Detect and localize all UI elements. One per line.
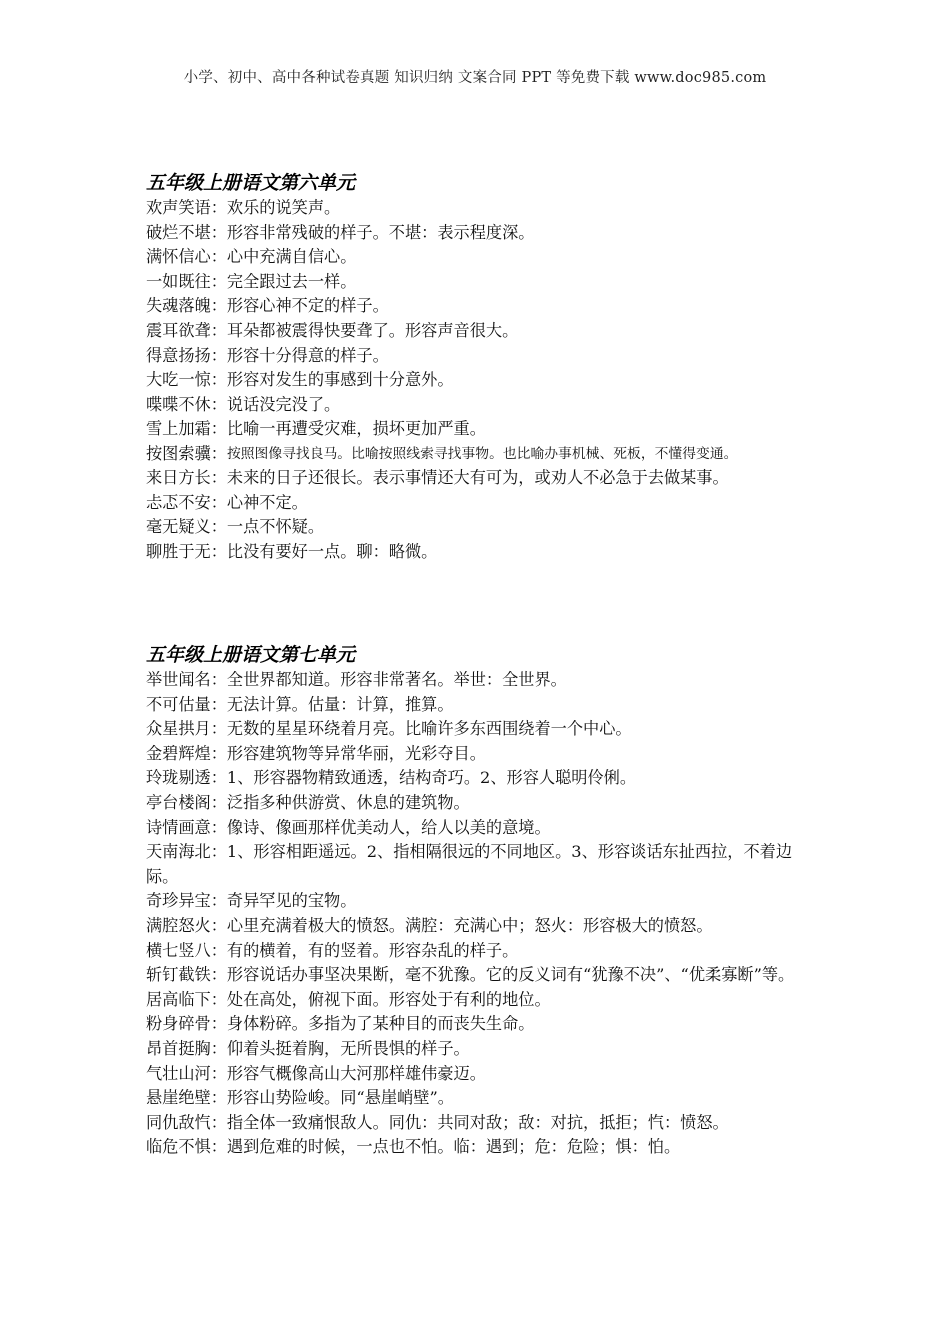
page-header: 小学、初中、高中各种试卷真题 知识归纳 文案合同 PPT 等免费下载 www.doc985.com [183, 70, 767, 86]
idiom-entry: 悬崖绝壁：形容山势险峻。同“悬崖峭壁”。 [146, 1088, 454, 1108]
idiom-entry: 忐忑不安：心神不定。 [146, 492, 308, 512]
idiom-entry: 欢声笑语：欢乐的说笑声。 [146, 198, 341, 217]
idiom-entry: 失魂落魄：形容心神不定的样子。 [146, 296, 389, 316]
idiom-entry: 得意扬扬：形容十分得意的样子。 [146, 345, 389, 365]
idiom-entry: 气壮山河：形容气概像高山大河那样雄伟豪迈。 [146, 1063, 486, 1083]
idiom-entry: 金碧辉煌：形容建筑物等异常华丽，光彩夺目。 [146, 743, 486, 763]
idiom-entry: 震耳欲聋：耳朵都被震得快要聋了。形容声音很大。 [146, 320, 519, 340]
idiom-entry: 奇珍异宝：奇异罕见的宝物。 [146, 891, 357, 911]
idiom-definition: 按照图像寻找良马。比喻按照线索寻找事物。也比喻办事机械、死板，不懂得变通。 [226, 445, 738, 462]
idiom-entry: 毫无疑义：一点不怀疑。 [146, 517, 325, 537]
idiom-entry: 大吃一惊：形容对发生的事感到十分意外。 [146, 370, 454, 390]
idiom-entry: 亭台楼阁：泛指多种供游赏、休息的建筑物。 [146, 792, 470, 812]
section-unit-7 [146, 642, 810, 1160]
idiom-entry: 喋喋不休：说话没完没了。 [146, 394, 341, 414]
idiom-entry: 天南海北：1、形容相距遥远。2、指相隔很远的不同地区。3、形容谈话东扯西拉，不着边际。 [146, 842, 793, 886]
idiom-entry: 诗情画意：像诗、像画那样优美动人，给人以美的意境。 [146, 817, 551, 837]
section-title: 五年级上册语文第六单元 [146, 172, 356, 194]
idiom-entry: 满腔怒火：心里充满着极大的愤怒。满腔：充满心中；怒火：形容极大的愤怒。 [146, 915, 713, 935]
idiom-entry: 横七竖八：有的横着，有的竖着。形容杂乱的样子。 [146, 940, 519, 960]
idiom-entry: 同仇敌忾：指全体一致痛恨敌人。同仇：共同对敌；敌：对抗，抵拒；忾：愤怒。 [146, 1112, 729, 1132]
idiom-entry: 聊胜于无：比没有要好一点。聊：略微。 [146, 541, 438, 561]
idiom-entry: 临危不惧：遇到危难的时候，一点也不怕。临：遇到；危：危险；惧：怕。 [146, 1137, 681, 1157]
idiom-entry: 来日方长：未来的日子还很长。表示事情还大有可为，或劝人不必急于去做某事。 [146, 467, 729, 487]
section-title: 五年级上册语文第七单元 [146, 644, 356, 666]
section-unit-6 [146, 170, 810, 564]
idiom-entry: 雪上加霜：比喻一再遭受灾难，损坏更加严重。 [146, 419, 486, 439]
idiom-entry: 不可估量：无法计算。估量：计算，推算。 [146, 694, 454, 714]
idiom-entry: 一如既往：完全跟过去一样。 [146, 271, 357, 291]
idiom-entry: 众星拱月：无数的星星环绕着月亮。比喻许多东西围绕着一个中心。 [146, 719, 632, 739]
idiom-entry: 满怀信心：心中充满自信心。 [146, 247, 357, 267]
idiom-entry: 破烂不堪：形容非常残破的样子。不堪：表示程度深。 [146, 222, 535, 242]
idiom-entry: 昂首挺胸：仰着头挺着胸，无所畏惧的样子。 [146, 1038, 470, 1058]
idiom-entry: 粉身碎骨：身体粉碎。多指为了某种目的而丧失生命。 [146, 1014, 535, 1034]
idiom-entry: 举世闻名：全世界都知道。形容非常著名。举世：全世界。 [146, 670, 567, 689]
idiom-entry: 斩钉截铁：形容说话办事坚决果断，毫不犹豫。它的反义词有“犹豫不决”、“优柔寡断”等。 [146, 965, 795, 985]
idiom-entry: 玲珑剔透：1、形容器物精致通透，结构奇巧。2、形容人聪明伶俐。 [146, 768, 637, 788]
idiom-term: 按图索骥： [146, 443, 227, 463]
idiom-entry: 居高临下：处在高处，俯视下面。形容处于有利的地位。 [146, 989, 551, 1009]
idiom-entry [146, 443, 810, 465]
